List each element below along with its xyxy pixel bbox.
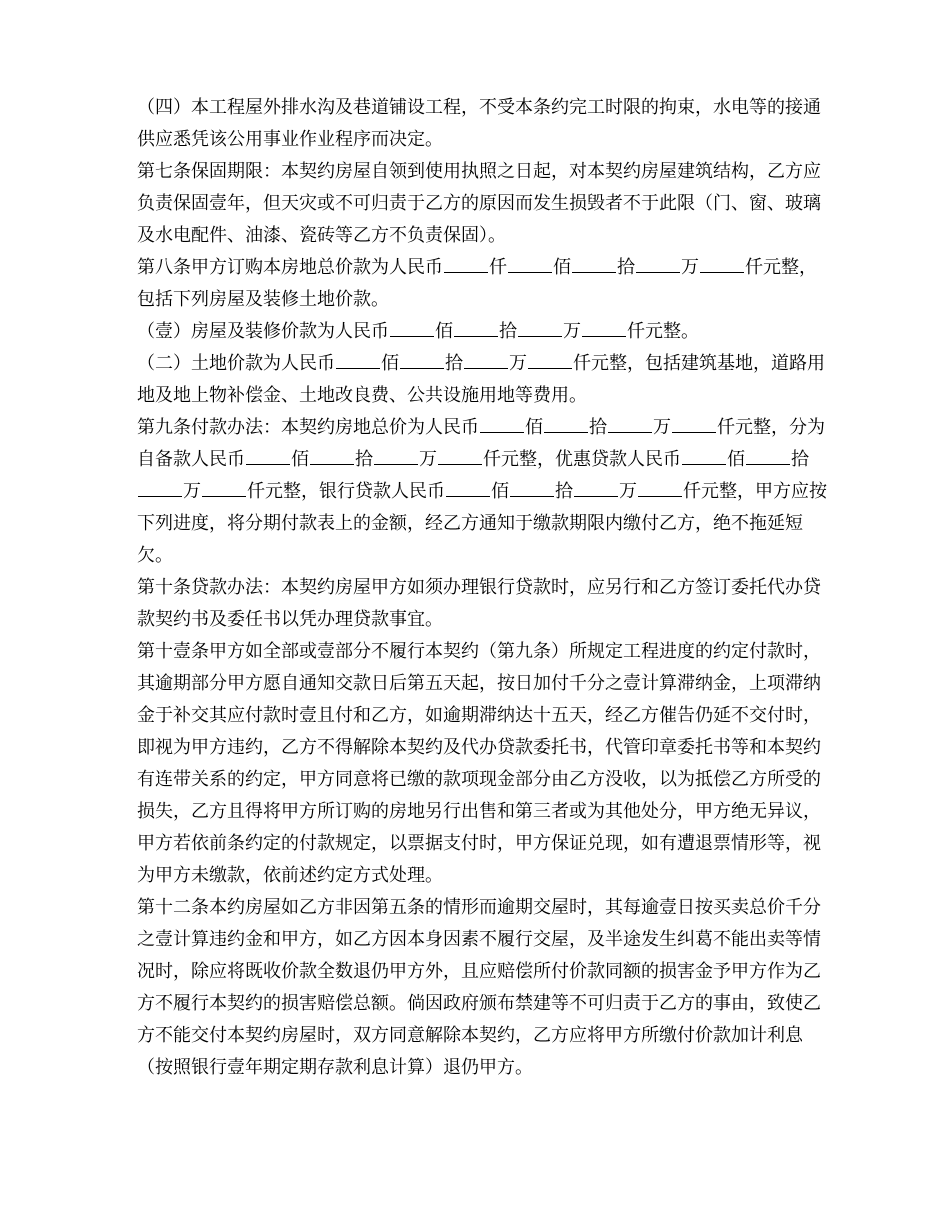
fill-in-blank[interactable] (700, 271, 744, 273)
paragraph-text: 第十二条本约房屋如乙方非因第五条的情形而逾期交屋时，其每逾壹日按买卖总价千分之壹计算违约金和甲方，如乙方因本身因素不履行交屋，及半途发生纠葛不能出卖等情况时，除应将既收价款全数退仍甲方外，且应赔偿所付价款同额的损害金予甲方作为乙方不履行本契约的损害赔偿总额。倘因政府颁布禁建等不可归责于乙方的事由，致使乙方不能交付本契约房屋时，双方同意解除本契约，乙方应将甲方所缴付价款加计利息（按照银行壹年期定期存款利息计算）退仍甲方。 (137, 897, 821, 1078)
paragraph-text: 拾 (589, 417, 607, 438)
fill-in-blank[interactable] (510, 495, 554, 497)
fill-in-blank[interactable] (518, 335, 562, 337)
fill-in-blank[interactable] (310, 463, 354, 465)
paragraph-text: 第十壹条甲方如全部或壹部分不履行本契约（第九条）所规定工程进度的约定付款时，其逾期部分甲方愿自通知交款日后第五天起，按日加付千分之壹计算滞纳金，上项滞纳金于补交其应付款时壹且付和乙方，如逾期滞纳达十五天，经乙方催告仍延不交付时，即视为甲方违约，乙方不得解除本契约及代办贷款委托书，代管印章委托书等和本契约有连带关系的约定，甲方同意将已缴的款项现金部分由乙方没收，以为抵偿乙方所受的损失，乙方且得将甲方所订购的房地另行出售和第三者或为其他处分，甲方绝无异议，甲方若依前条约定的付款规定，以票据支付时，甲方保证兑现，如有遭退票情形等，视为甲方未缴款，依前述约定方式处理。 (137, 641, 821, 886)
fill-in-blank[interactable] (582, 335, 626, 337)
paragraph-text: 佰 (727, 449, 745, 470)
fill-in-blank[interactable] (444, 271, 488, 273)
paragraph-text: 佰 (553, 257, 571, 278)
paragraph-text: 仟元整，包括下列房屋及装修土地价款。 (137, 257, 817, 310)
paragraph-text: 佰 (435, 321, 453, 342)
paragraph-text: 仟元整，银行贷款人民币 (247, 481, 445, 502)
fill-in-blank[interactable] (574, 495, 618, 497)
paragraph-text: 仟元整，甲方应按下列进度，将分期付款表上的金额，经乙方通知于缴款期限内缴付乙方，绝不拖延短欠。 (137, 481, 827, 566)
fill-in-blank[interactable] (636, 271, 680, 273)
paragraph-text: 万 (681, 257, 699, 278)
paragraph (137, 572, 827, 636)
fill-in-blank[interactable] (374, 463, 418, 465)
paragraph-text: 拾 (555, 481, 573, 502)
paragraph-text: 第八条甲方订购本房地总价款为人民币 (137, 257, 443, 278)
fill-in-blank[interactable] (544, 431, 588, 433)
fill-in-blank[interactable] (246, 463, 290, 465)
fill-in-blank[interactable] (746, 463, 790, 465)
paragraph-text: 拾 (355, 449, 373, 470)
paragraph-text: 仟元整。 (627, 321, 699, 342)
paragraph-text: （壹）房屋及装修价款为人民币 (137, 321, 389, 342)
paragraph-text: 第九条付款办法：本契约房地总价为人民币 (137, 417, 479, 438)
fill-in-blank[interactable] (438, 463, 482, 465)
fill-in-blank[interactable] (202, 495, 246, 497)
paragraph-text: 拾 (617, 257, 635, 278)
paragraph (137, 156, 827, 252)
fill-in-blank[interactable] (464, 367, 508, 369)
paragraph-text: 拾 (791, 449, 809, 470)
paragraph-text: 仟 (489, 257, 507, 278)
paragraph-text: 万 (653, 417, 671, 438)
fill-in-blank[interactable] (508, 271, 552, 273)
fill-in-blank[interactable] (336, 367, 380, 369)
paragraph (137, 316, 827, 348)
fill-in-blank[interactable] (138, 495, 182, 497)
paragraph (137, 348, 827, 412)
paragraph-text: 佰 (525, 417, 543, 438)
fill-in-blank[interactable] (390, 335, 434, 337)
paragraph-text: 万 (619, 481, 637, 502)
fill-in-blank[interactable] (454, 335, 498, 337)
paragraph-text: 第七条保固期限：本契约房屋自领到使用执照之日起，对本契约房屋建筑结构，乙方应负责保固壹年，但天灾或不可归责于乙方的原因而发生损毁者不于此限（门、窗、玻璃及水电配件、油漆、瓷砖等乙方不负责保固）。 (137, 161, 821, 246)
paragraph-text: （二）土地价款为人民币 (137, 353, 335, 374)
paragraph-text: 佰 (291, 449, 309, 470)
document-page (137, 92, 827, 1084)
paragraph-text: 万 (509, 353, 527, 374)
fill-in-blank[interactable] (608, 431, 652, 433)
paragraph-text: 万 (183, 481, 201, 502)
fill-in-blank[interactable] (638, 495, 682, 497)
paragraph-text: 第十条贷款办法：本契约房屋甲方如须办理银行贷款时，应另行和乙方签订委托代办贷款契约书及委任书以凭办理贷款事宜。 (137, 577, 821, 630)
paragraph-text: 万 (419, 449, 437, 470)
fill-in-blank[interactable] (480, 431, 524, 433)
paragraph-text: 佰 (491, 481, 509, 502)
paragraph-text: 万 (563, 321, 581, 342)
paragraph-text: 仟元整，包括建筑基地，道路用地及地上物补偿金、土地改良费、公共设施用地等费用。 (137, 353, 825, 406)
fill-in-blank[interactable] (446, 495, 490, 497)
paragraph-text: 仟元整，优惠贷款人民币 (483, 449, 681, 470)
fill-in-blank[interactable] (528, 367, 572, 369)
paragraph-text: （四）本工程屋外排水沟及巷道铺设工程，不受本条约完工时限的拘束，水电等的接通供应悉凭该公用事业作业程序而决定。 (137, 97, 821, 150)
paragraph (137, 92, 827, 156)
paragraph-text: 拾 (499, 321, 517, 342)
paragraph (137, 252, 827, 316)
fill-in-blank[interactable] (682, 463, 726, 465)
paragraph-text: 拾 (445, 353, 463, 374)
paragraph (137, 892, 827, 1084)
paragraph-text: 仟元整，分为自备款人民币 (137, 417, 825, 470)
paragraph-text: 佰 (381, 353, 399, 374)
fill-in-blank[interactable] (400, 367, 444, 369)
fill-in-blank[interactable] (572, 271, 616, 273)
paragraph (137, 412, 827, 572)
paragraph (137, 636, 827, 892)
fill-in-blank[interactable] (672, 431, 716, 433)
